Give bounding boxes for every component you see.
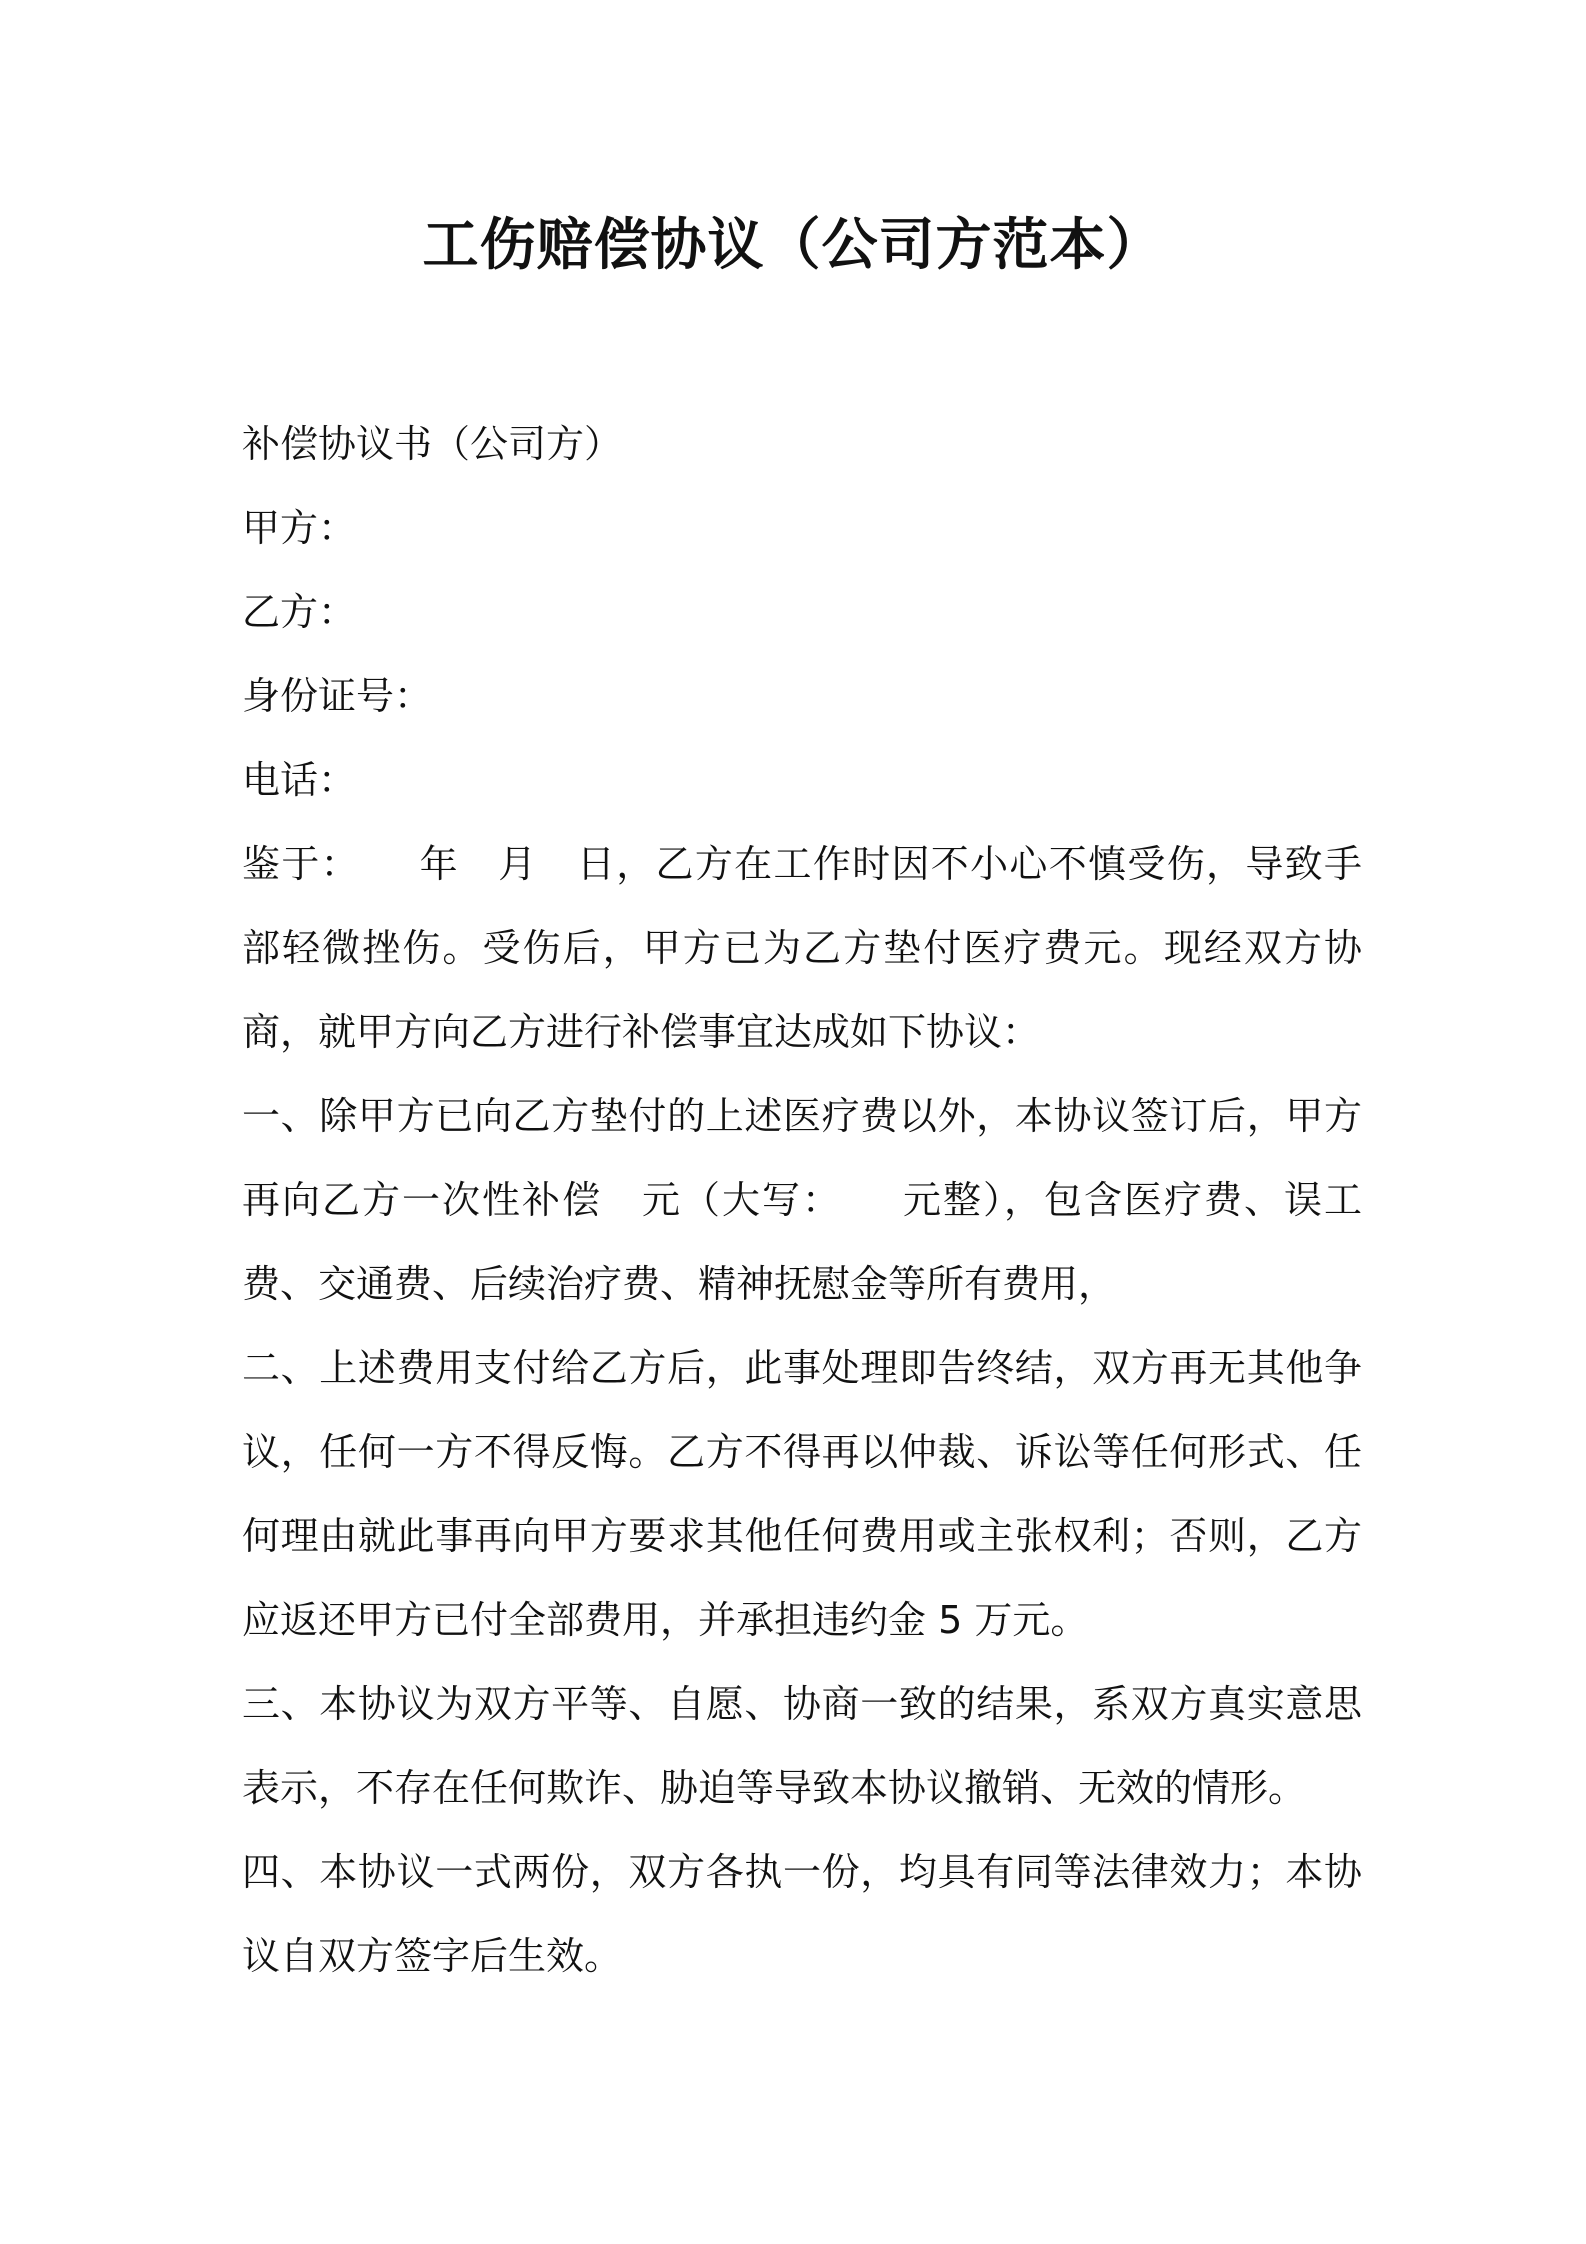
- clause-1: 一、除甲方已向乙方垫付的上述医疗费以外，本协议签订后，甲方再向乙方一次性补偿 元（大写： 元整），包含医疗费、误工费、交通费、后续治疗费、精神抚慰金等所有费用，: [242, 1094, 1362, 1306]
- document-title: 工伤赔偿协议（公司方范本）: [422, 213, 1164, 278]
- document-body: [242, 402, 1362, 1998]
- clause-4: 四、本协议一式两份，双方各执一份，均具有同等法律效力；本协议自双方签字后生效。: [242, 1850, 1362, 1978]
- agreement-subtitle: 补偿协议书（公司方）: [242, 422, 623, 466]
- party-a-field: 甲方：: [242, 506, 357, 550]
- clause-3: 三、本协议为双方平等、自愿、协商一致的结果，系双方真实意思表示，不存在任何欺诈、胁迫等导致本协议撤销、无效的情形。: [242, 1682, 1362, 1810]
- phone-field: 电话：: [242, 758, 357, 802]
- party-b-field: 乙方：: [242, 590, 357, 634]
- preamble-paragraph: 鉴于： 年 月 日，乙方在工作时因不小心不慎受伤，导致手部轻微挫伤。受伤后，甲方已为乙方垫付医疗费元。现经双方协商，就甲方向乙方进行补偿事宜达成如下协议：: [242, 842, 1362, 1054]
- clause-2: 二、上述费用支付给乙方后，此事处理即告终结，双方再无其他争议，任何一方不得反悔。乙方不得再以仲裁、诉讼等任何形式、任何理由就此事再向甲方要求其他任何费用或主张权利；否则，乙方应返还甲方已付全部费用，并承担违约金 5 万元。: [242, 1346, 1362, 1642]
- id-number-field: 身份证号：: [242, 674, 433, 718]
